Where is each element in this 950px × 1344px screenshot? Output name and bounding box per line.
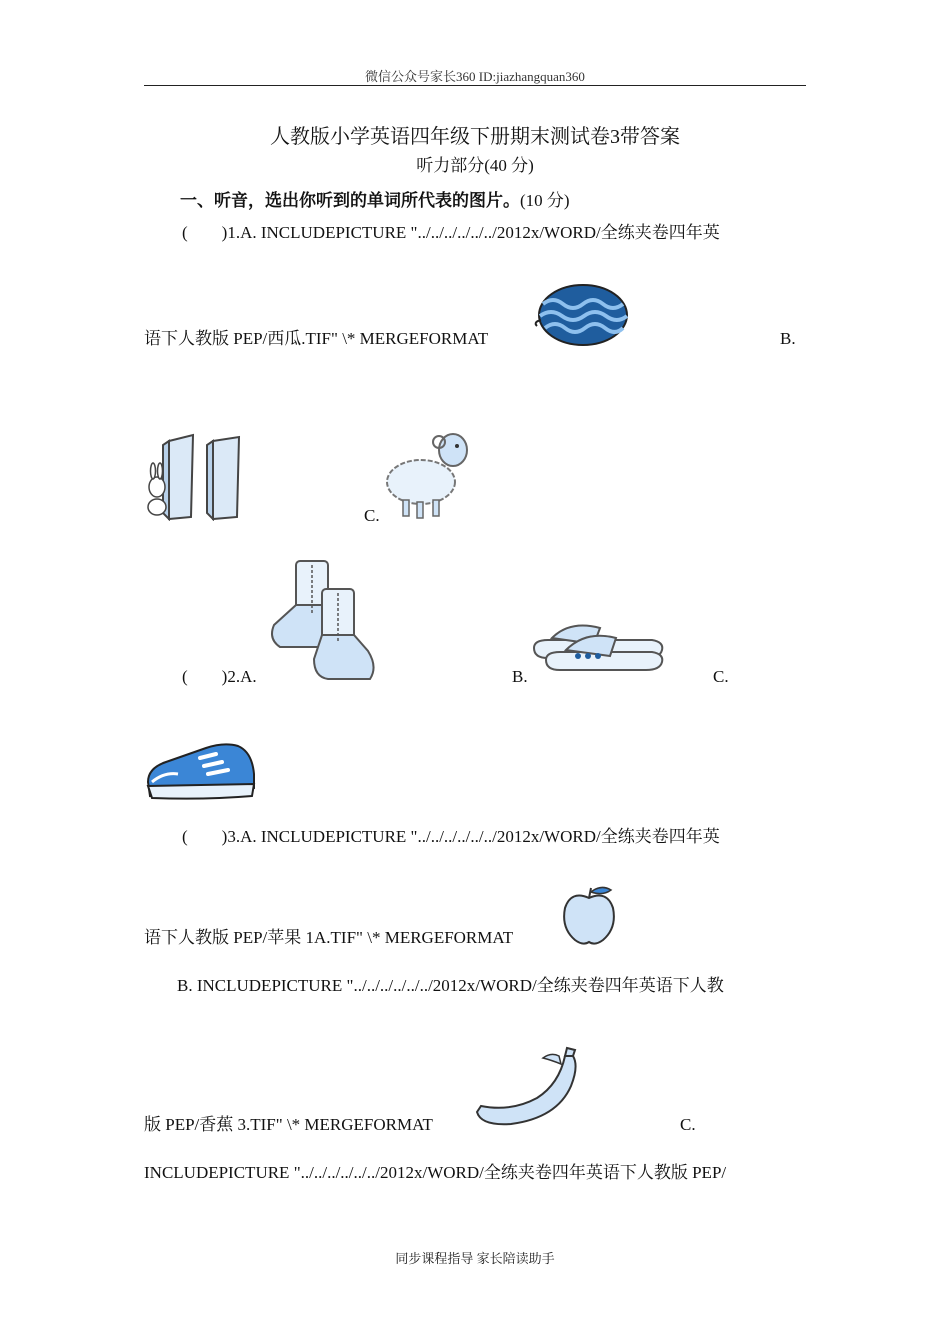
page-title: 人教版小学英语四年级下册期末测试卷3带答案: [270, 126, 680, 148]
page-footer: 同步课程指导 家长陪读助手: [395, 1251, 555, 1266]
q3-line2: 语下人教版 PEP/苹果 1A.TIF" \* MERGEFORMAT: [144, 928, 514, 947]
apple-image: [561, 884, 617, 946]
watermelon-image: [533, 282, 629, 348]
slippers-image: [530, 616, 668, 676]
q1-option-c-label: C.: [364, 506, 380, 525]
q3-line5: INCLUDEPICTURE "../../../../../../2012x/WORD/全练夹卷四年英语下人教版 PEP/: [144, 1163, 727, 1182]
eleven-number-image: [143, 433, 247, 521]
section-heading: [180, 186, 570, 211]
q1-line2: 语下人教版 PEP/西瓜.TIF" \* MERGEFORMAT: [144, 329, 489, 348]
q2-option-b-label: B.: [512, 667, 528, 686]
banana-image: [471, 1046, 583, 1132]
q2-option-c-label: C.: [713, 667, 729, 686]
section-score: (10 分): [520, 191, 570, 210]
sheep-image: [381, 420, 475, 520]
page-header: 微信公众号家长360 ID:jiazhangquan360: [365, 69, 585, 84]
q1-option-b-label: B.: [780, 329, 796, 348]
header-divider: [144, 85, 806, 86]
q3-option-c-label: C.: [680, 1115, 696, 1134]
section-heading-text: 一、听音，选出你听到的单词所代表的图片。: [180, 191, 520, 211]
q3-line3: B. INCLUDEPICTURE "../../../../../../2012x/WORD/全练夹卷四年英语下人教: [177, 976, 724, 995]
q3-line4: 版 PEP/香蕉 3.TIF" \* MERGEFORMAT: [144, 1115, 433, 1134]
q3-line1: ( )3.A. INCLUDEPICTURE "../../../../../../2012x/WORD/全练夹卷四年英: [182, 827, 720, 846]
page-subtitle: 听力部分(40 分): [416, 156, 534, 175]
q2-prefix: ( )2.A.: [182, 667, 257, 686]
boots-image: [266, 555, 378, 685]
q1-line1: ( )1.A. INCLUDEPICTURE "../../../../../../2012x/WORD/全练夹卷四年英: [182, 223, 720, 242]
sneaker-image: [144, 738, 258, 802]
